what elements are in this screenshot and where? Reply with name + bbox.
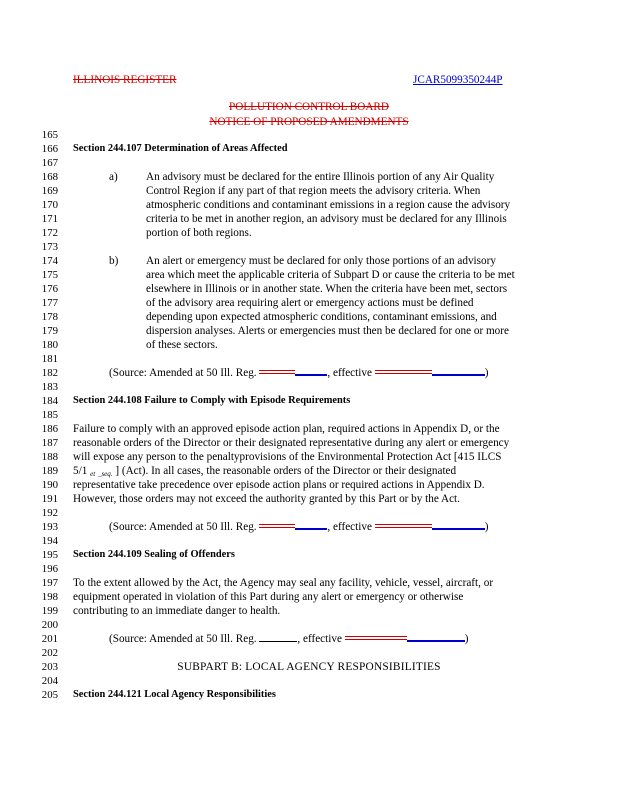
subsection-a-label: a) [109, 171, 118, 183]
line-number: 184 [41, 395, 58, 407]
source-prefix: (Source: Amended at 50 Ill. Reg. [109, 521, 257, 533]
line-number: 170 [41, 199, 58, 211]
subsection-b-line: depending upon expected atmospheric conditions, contaminant emissions, and [146, 311, 497, 323]
section-108-line: (Act). In all cases, the reasonable orders of the Director or their designated [121, 465, 457, 477]
citation-bracket: ] [115, 465, 120, 477]
subpart-b-heading: SUBPART B: LOCAL AGENCY RESPONSIBILITIES [177, 661, 441, 673]
line-number: 167 [41, 157, 58, 169]
subsection-b-line: area which meet the applicable criteria of Subpart D or cause the criteria to be met [146, 269, 515, 281]
source-close: ) [484, 367, 489, 379]
line-number: 182 [41, 367, 58, 379]
line-number: 169 [41, 185, 58, 197]
line-number: 196 [41, 563, 58, 575]
jcar-code: JCAR5099350244P [413, 74, 503, 86]
line-number: 195 [41, 549, 58, 561]
line-number: 168 [41, 171, 58, 183]
line-number: 189 [41, 465, 58, 477]
source-prefix: (Source: Amended at 50 Ill. Reg. [109, 633, 257, 645]
line-number: 203 [41, 661, 58, 673]
section-108-heading: Section 244.108 Failure to Comply with Episode Requirements [73, 395, 351, 406]
line-number: 199 [41, 605, 58, 617]
line-number: 204 [41, 675, 58, 687]
source-close: ) [484, 521, 489, 533]
source-note [109, 367, 488, 379]
line-number: 171 [41, 213, 58, 225]
line-number: 205 [41, 689, 58, 701]
section-109-heading: Section 244.109 Sealing of Offenders [73, 549, 235, 560]
subsection-b-line: An alert or emergency must be declared for only those portions of an advisory [146, 255, 496, 267]
source-effective: , effective [327, 367, 372, 379]
source-close: ) [464, 633, 469, 645]
source-note [109, 633, 468, 645]
board-title: POLLUTION CONTROL BOARD [229, 101, 389, 113]
subsection-a-line: criteria to be met in another region, an advisory must be declared for any Illinois [146, 213, 507, 225]
section-109-line: contributing to an immediate danger to health. [73, 605, 281, 617]
line-number: 201 [41, 633, 58, 645]
subsection-b-label: b) [109, 255, 119, 267]
line-number: 188 [41, 451, 58, 463]
line-number: 194 [41, 535, 58, 547]
source-effective: , effective [297, 633, 342, 645]
line-number: 190 [41, 479, 58, 491]
section-107-heading: Section 244.107 Determination of Areas Affected [73, 143, 288, 154]
subsection-b-line: elsewhere in Illinois or in another state. When the criteria have been met, sectors [146, 283, 508, 295]
register-title: ILLINOIS REGISTER [73, 74, 177, 86]
line-number: 186 [41, 423, 58, 435]
subsection-a-line: atmospheric conditions and contaminant emissions in a region cause the advisory [146, 199, 511, 211]
section-121-heading: Section 244.121 Local Agency Responsibilities [73, 689, 276, 700]
subsection-a-line: Control Region if any part of that region meets the advisory criteria. When [146, 185, 481, 197]
line-number: 198 [41, 591, 58, 603]
citation-et: et [90, 470, 96, 478]
line-number: 175 [41, 269, 58, 281]
line-number: 174 [41, 255, 58, 267]
section-108-line: will expose any person to the penaltyprovisions of the Environmental Protection Act [415 ILCS [73, 451, 502, 463]
subsection-b-line: of the advisory area requiring alert or emergency actions must be defined [146, 297, 474, 309]
section-108-line: Failure to comply with an approved episode action plan, required actions in Appendix D, or the [73, 423, 500, 435]
line-number: 200 [41, 619, 58, 631]
line-number: 191 [41, 493, 58, 505]
line-number: 176 [41, 283, 58, 295]
line-number: 202 [41, 647, 58, 659]
line-number: 179 [41, 325, 58, 337]
source-prefix: (Source: Amended at 50 Ill. Reg. [109, 367, 257, 379]
subsection-b-line: of these sectors. [146, 339, 218, 351]
source-note [109, 521, 488, 533]
citation-prefix: 5/1 [73, 465, 88, 477]
notice-title: NOTICE OF PROPOSED AMENDMENTS [209, 116, 409, 128]
line-number: 187 [41, 437, 58, 449]
citation-seq: seq. [101, 470, 113, 478]
section-108-citation-line: 5/1 et _seq. ] (Act). In all cases, the reasonable orders of the Director or their designated [73, 465, 457, 478]
line-number: 177 [41, 297, 58, 309]
line-number: 193 [41, 521, 58, 533]
line-number: 181 [41, 353, 58, 365]
line-number: 172 [41, 227, 58, 239]
line-number: 197 [41, 577, 58, 589]
section-108-line: reasonable orders of the Director or their designated representative during any alert or emergency [73, 437, 510, 449]
section-108-line: However, those orders may not exceed the authority granted by this Part or by the Act. [73, 493, 460, 505]
line-number: 173 [41, 241, 58, 253]
line-number: 180 [41, 339, 58, 351]
line-number: 166 [41, 143, 58, 155]
line-number: 185 [41, 409, 58, 421]
source-effective: , effective [327, 521, 372, 533]
subsection-a-line: portion of both regions. [146, 227, 252, 239]
line-number: 165 [41, 129, 58, 141]
section-109-line: equipment operated in violation of this Part during any alert or emergency or otherwise [73, 591, 464, 603]
subsection-a-line: An advisory must be declared for the entire Illinois portion of any Air Quality [146, 171, 495, 183]
section-109-line: To the extent allowed by the Act, the Agency may seal any facility, vehicle, vessel, aircraft, or [73, 577, 494, 589]
line-number: 192 [41, 507, 58, 519]
line-number: 178 [41, 311, 58, 323]
subsection-b-line: dispersion analyses. Alerts or emergencies must then be declared for one or more [146, 325, 509, 337]
line-number: 183 [41, 381, 58, 393]
register-blank [259, 641, 297, 642]
section-108-line: representative take precedence over episode action plans or required actions in Appendix D. [73, 479, 485, 491]
